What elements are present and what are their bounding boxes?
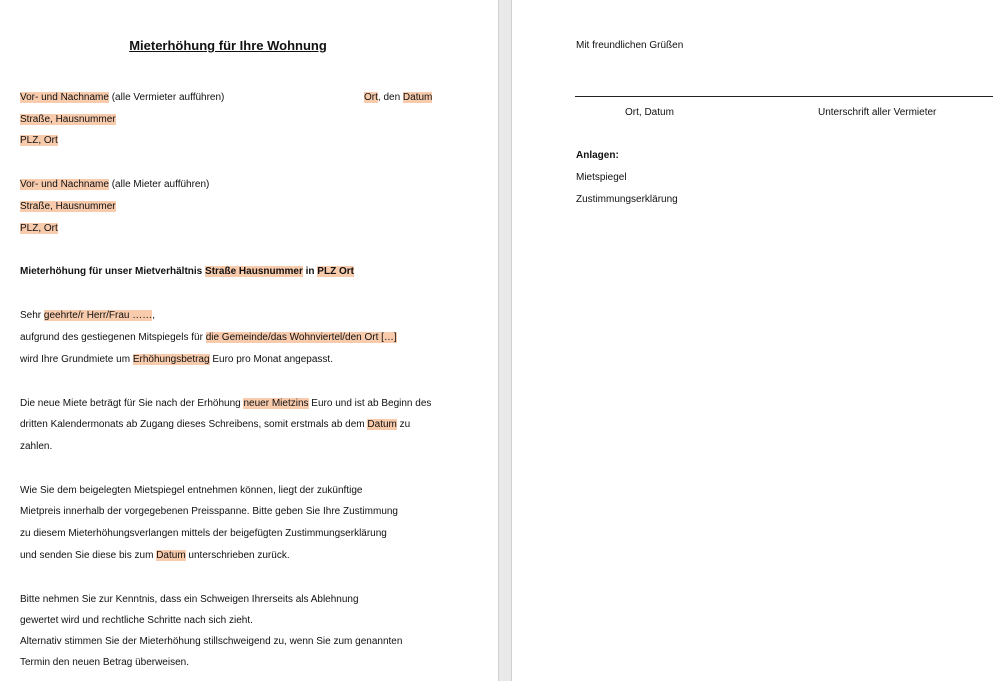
signature-label-place-date: Ort, Datum	[625, 107, 674, 118]
p1-line-1	[20, 331, 397, 345]
p2-line-2-prefix: dritten Kalendermonats ab Zugang dieses Schreibens, somit erstmals ab dem	[20, 419, 368, 430]
landlord-name-field[interactable]: Vor- und Nachname	[20, 92, 109, 103]
p2-line-2	[20, 418, 410, 432]
signature-label-landlords: Unterschrift aller Vermieter	[818, 107, 937, 118]
tenant-city-line	[20, 222, 58, 236]
landlord-street-field[interactable]: Straße, Hausnummer	[20, 114, 116, 125]
p2-line-2-suffix: zu	[396, 419, 411, 430]
reply-date-field[interactable]: Datum	[156, 550, 186, 561]
subject-mid: in	[302, 266, 318, 277]
document-page-2	[512, 0, 1000, 681]
p2-line-1	[20, 397, 431, 411]
p2-line-1-prefix: Die neue Miete beträgt für Sie nach der Erhöhung	[20, 398, 244, 409]
landlord-city-line	[20, 134, 58, 148]
p4-line-1: Bitte nehmen Sie zur Kenntnis, dass ein Schweigen Ihrerseits als Ablehnung	[20, 594, 359, 605]
p1-line-2-suffix: Euro pro Monat angepasst.	[209, 354, 333, 365]
tenant-city-field[interactable]: PLZ, Ort	[20, 223, 58, 234]
landlord-name-note: (alle Vermieter aufführen)	[108, 92, 225, 103]
new-rent-field[interactable]: neuer Mietzins	[243, 398, 309, 409]
document-title: Mieterhöhung für Ihre Wohnung	[129, 38, 327, 53]
salutation-suffix: ,	[152, 310, 156, 321]
landlord-name-line	[20, 91, 224, 105]
page-gap-scrollbar[interactable]	[498, 0, 512, 681]
subject-line	[20, 265, 354, 279]
landlord-city-field[interactable]: PLZ, Ort	[20, 135, 58, 146]
subject-street-field[interactable]: Straße Hausnummer	[205, 266, 303, 277]
p1-line-1-prefix: aufgrund des gestiegenen Mitspiegels für	[20, 332, 206, 343]
increase-amount-field[interactable]: Erhöhungsbetrag	[132, 354, 210, 365]
p3-line-1: Wie Sie dem beigelegten Mietspiegel entnehmen können, liegt der zukünftige	[20, 485, 363, 496]
attachments-heading: Anlagen:	[576, 150, 619, 161]
tenant-name-line	[20, 178, 209, 192]
effective-date-field[interactable]: Datum	[367, 419, 397, 430]
subject-prefix: Mieterhöhung für unser Mietverhältnis	[20, 266, 206, 277]
document-page-1	[0, 0, 498, 681]
subject-city-field[interactable]: PLZ Ort	[317, 266, 354, 277]
p3-line-3: zu diesem Mieterhöhungsverlangen mittels der beigefügten Zustimmungserklärung	[20, 528, 387, 539]
tenant-street-field[interactable]: Straße, Hausnummer	[20, 201, 116, 212]
p3-line-4-prefix: und senden Sie diese bis zum	[20, 550, 157, 561]
landlord-street-line	[20, 113, 116, 127]
closing-line: Mit freundlichen Grüßen	[576, 40, 684, 51]
tenant-name-note: (alle Mieter aufführen)	[108, 179, 210, 190]
p4-line-4: Termin den neuen Betrag überweisen.	[20, 657, 189, 668]
p2-line-3: zahlen.	[20, 441, 53, 452]
p3-line-2: Mietpreis innerhalb der vorgegebenen Preisspanne. Bitte geben Sie Ihre Zustimmung	[20, 506, 398, 517]
p3-line-4	[20, 549, 290, 563]
p4-line-3: Alternativ stimmen Sie der Mieterhöhung stillschweigend zu, wenn Sie zum genannten	[20, 636, 403, 647]
place-date-separator: , den	[377, 92, 403, 103]
p1-line-2	[20, 353, 333, 367]
tenant-name-field[interactable]: Vor- und Nachname	[20, 179, 109, 190]
p3-line-4-suffix: unterschrieben zurück.	[185, 550, 290, 561]
salutation-line	[20, 309, 155, 323]
municipality-field[interactable]: die Gemeinde/das Wohnviertel/den Ort […]	[205, 332, 397, 343]
place-field[interactable]: Ort	[364, 92, 378, 103]
p4-line-2: gewertet wird und rechtliche Schritte nach sich zieht.	[20, 615, 253, 626]
attachment-item: Zustimmungserklärung	[576, 194, 678, 205]
date-field[interactable]: Datum	[402, 92, 433, 103]
attachment-item: Mietspiegel	[576, 172, 627, 183]
place-date-line	[364, 91, 432, 105]
tenant-street-line	[20, 200, 116, 214]
salutation-field[interactable]: geehrte/r Herr/Frau ……	[43, 310, 153, 321]
signature-rule	[575, 96, 993, 97]
salutation-prefix: Sehr	[20, 310, 44, 321]
p1-line-2-prefix: wird Ihre Grundmiete um	[20, 354, 133, 365]
p2-line-1-suffix: Euro und ist ab Beginn des	[308, 398, 432, 409]
